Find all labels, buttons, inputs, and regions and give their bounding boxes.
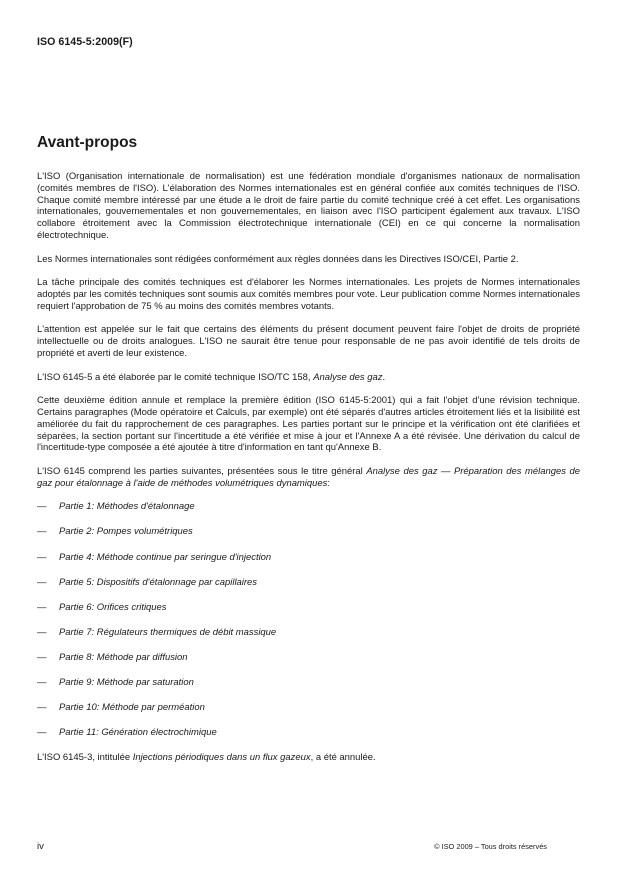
list-item: — Partie 6: Orifices critiques (37, 601, 167, 613)
list-item: — Partie 10: Méthode par perméation (37, 702, 205, 714)
dash-bullet: — (37, 727, 47, 739)
page-number: iv (37, 841, 44, 852)
paragraph-prepared-by: L'ISO 6145-5 a été élaborée par le comité technique ISO/TC 158, Analyse des gaz. (37, 371, 386, 383)
list-item: — Partie 11: Génération électrochimique (37, 727, 217, 739)
list-item: — Partie 5: Dispositifs d'étalonnage par capillaires (37, 576, 257, 588)
dash-bullet: — (37, 702, 47, 714)
paragraph-edition-revision: Cette deuxième édition annule et remplace la première édition (ISO 6145-5:2001) qui a fait l'objet d'une révision technique. Certains paragraphes (Mode opératoire et Calculs, par exemple) ont été séparés d'autres articles étroitement liés et la lisibilité est améliorée du fait du rapprochement de ces paragraphes. Les parties portant sur le principe et la vérification ont été clarifiées et séparées, la section portant sur l'incertitude a été vérifiée et mise à jour et l'Annexe A a été révisée. Une dérivation du calcul de l'incertitude-type composée a été ajoutée à titre d'information en tant qu'Annexe B. (37, 395, 580, 454)
paragraph-parts-intro: L'ISO 6145 comprend les parties suivantes, présentées sous le titre général Analyse des gaz — Préparation des mélanges de gaz pour étalonnage à l'aide de méthodes volumétriques dynamiques: (37, 465, 580, 489)
dash-bullet: — (37, 651, 47, 663)
document-identifier: ISO 6145-5:2009(F) (37, 36, 133, 48)
committee-title: Analyse des gaz (313, 371, 383, 383)
series-title: Analyse des gaz — Préparation des mélanges de gaz pour étalonnage à l'aide de méthodes volumétriques dynamiques (37, 465, 580, 489)
paragraph-patent-rights: L'attention est appelée sur le fait que certains des éléments du présent document peuvent faire l'objet de droits de propriété intellectuelle ou de droits analogues. L'ISO ne saurait être tenue pour responsable de ne pas avoir identifié de tels droits de propriété et averti de leur existence. (37, 324, 580, 359)
parts-list (37, 501, 580, 739)
page-title: Avant-propos (37, 134, 138, 151)
list-item: — Partie 9: Méthode par saturation (37, 676, 194, 688)
dash-bullet: — (37, 626, 47, 638)
paragraph-directives: Les Normes internationales sont rédigées conformément aux règles données dans les Directives ISO/CEI, Partie 2. (37, 253, 519, 265)
list-item: — Partie 4: Méthode continue par seringue d'injection (37, 551, 272, 563)
list-item: — Partie 2: Pompes volumétriques (37, 526, 193, 538)
list-item: — Partie 8: Méthode par diffusion (37, 651, 188, 663)
list-item: — Partie 7: Régulateurs thermiques de débit massique (37, 626, 277, 638)
foreword-body (37, 171, 580, 776)
dash-bullet: — (37, 551, 47, 563)
dash-bullet: — (37, 576, 47, 588)
dash-bullet: — (37, 501, 47, 513)
withdrawn-part-title: Injections périodiques dans un flux gazeux (132, 752, 311, 764)
paragraph-iso-organisation: L'ISO (Organisation internationale de normalisation) est une fédération mondiale d'organismes nationaux de normalisation (comités membres de l'ISO). L'élaboration des Normes internationales est en général confiée aux comités techniques de l'ISO. Chaque comité membre intéressé par une étude a le droit de faire partie du comité technique créé à cet effet. Les organisations internationales, gouvernementales et non gouvernementales, en liaison avec l'ISO participent également aux travaux. L'ISO collabore étroitement avec la Commission électrotechnique internationale (CEI) en ce qui concerne la normalisation électrotechnique. (37, 171, 580, 241)
dash-bullet: — (37, 676, 47, 688)
copyright-notice: © ISO 2009 – Tous droits réservés (434, 842, 547, 851)
dash-bullet: — (37, 526, 47, 538)
list-item: — Partie 1: Méthodes d'étalonnage (37, 501, 195, 513)
paragraph-withdrawn-part: L'ISO 6145-3, intitulée Injections périodiques dans un flux gazeux, a été annulée. (37, 752, 376, 764)
dash-bullet: — (37, 601, 47, 613)
paragraph-technical-committees: La tâche principale des comités techniques est d'élaborer les Normes internationales. Les projets de Normes internationales adoptés par les comités techniques sont soumis aux comités membres pour vote. Leur publication comme Normes internationales requiert l'approbation de 75 % au moins des comités membres votants. (37, 277, 580, 312)
